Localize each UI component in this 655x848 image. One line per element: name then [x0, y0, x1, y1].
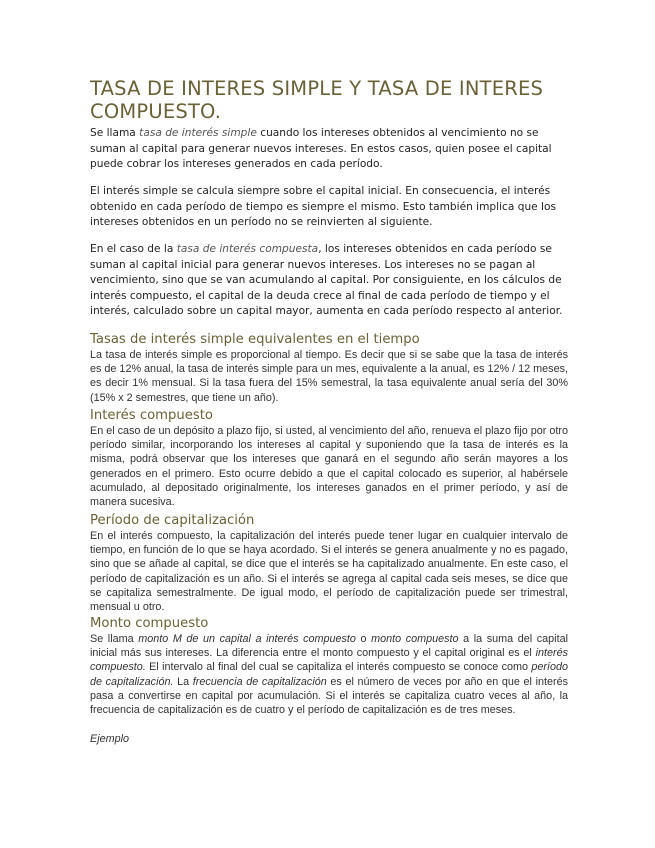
page-title: TASA DE INTERES SIMPLE Y TASA DE INTERES COMPUESTO. — [90, 77, 544, 123]
term-compound-amount-m: monto M de un capital a interés compuesto — [138, 633, 356, 645]
intro-text: cuando los intereses obtenidos al vencimiento no se suman al capital para generar nuevos intereses. En estos casos, quien posee el capital puede cobrar los intereses generados en cada período. — [90, 127, 552, 171]
intro-text: , los intereses obtenidos en cada período se suman al capital inicial para generar nuevos intereses. Los intereses no se pagan al vencimiento, sino que se van acumulando al capital. Por consiguiente, en los cálculos de interés compuesto, el capital de la deuda crece al final de cada período de tiempo y el interés, calculado sobre un capital mayor, aumenta en cada período respecto al anterior. — [90, 243, 563, 318]
term-compound-amount: monto compuesto — [371, 633, 459, 645]
body-text: La — [173, 675, 193, 688]
intro-paragraph-compound — [90, 242, 570, 320]
section-heading-equivalent-rates: Tasas de interés simple equivalentes en el tiempo — [90, 332, 420, 347]
example-label: Ejemplo — [90, 733, 130, 745]
intro-paragraph-simple — [90, 126, 570, 173]
term-capitalization-frequency: frecuencia de capitalización — [192, 675, 327, 688]
term-simple-interest: tasa de interés simple — [139, 127, 257, 139]
section-heading-capitalization-period: Período de capitalización — [90, 513, 255, 528]
section-body-equivalent-rates: La tasa de interés simple es proporcional al tiempo. Es decir que si se sabe que la tasa de interés es de 12% anual, la tasa de interés simple para un mes, equivalente a la anual, es 12% / 12 meses, es decir 1% mensual. Si la tasa fuera del 15% semestral, la tasa equivalente anual sería del 30% (15% x 2 semestres, que tiene un año). — [90, 349, 568, 404]
body-text: es el número de veces por año en que el interés pasa a convertirse en capital por acumulación. Si el interés se capitaliza cuatro veces al año, la frecuencia de capitalización es de cuatro y el período de capitalización es de tres meses. — [90, 675, 568, 717]
term-compound-interest: tasa de interés compuesta — [176, 243, 319, 255]
body-text: o — [355, 633, 372, 645]
section-heading-compound-amount: Monto compuesto — [90, 616, 209, 631]
section-body-capitalization-period: En el interés compuesto, la capitalización del interés puede tener lugar en cualquier intervalo de tiempo, en función de lo que se haya acordado. Si el interés se genera anualmente y no es pagado, sino que se añade al capital, se dice que el interés se ha capitalizado anualmente. En este caso, el período de capitalización es un año. Si el interés se agrega al capital cada seis meses, se dice que se capitaliza semestralmente. De igual modo, el período de capitalización puede ser trimestral, mensual u otro. — [90, 530, 568, 614]
body-text: a la suma del capital inicial más sus intereses. La diferencia entre el monto compuesto y el capital original es el — [90, 633, 568, 660]
intro-text: Se llama — [90, 127, 140, 139]
section-heading-compound-interest: Interés compuesto — [90, 408, 213, 423]
body-text: El intervalo al final del cual se capitaliza el interés compuesto se conoce como — [145, 661, 532, 674]
intro-paragraph-simple-calc: El interés simple se calcula siempre sobre el capital inicial. En consecuencia, el interés obtenido en cada período de tiempo es siempre el mismo. Esto también implica que los intereses obtenidos en un período no se reinvierten al siguiente. — [90, 185, 556, 229]
term-capitalization-period: período de capitalización. — [90, 661, 568, 688]
intro-text: En el caso de la — [90, 243, 177, 255]
section-body-compound-interest: En el caso de un depósito a plazo fijo, si usted, al vencimiento del año, renueva el plazo fijo por otro período similar, incorporando los intereses al capital y suponiendo que la tasa de interés es la misma, podrá observar que los intereses que ganará en el segundo año serán mayores a los generados en el primero. Esto ocurre debido a que el capital colocado es superior, al habérsele acumulado, al depositado originalmente, los intereses ganados en el primer período, y así de manera sucesiva. — [90, 425, 568, 509]
section-body-compound-amount — [90, 632, 568, 717]
body-text: Se llama — [90, 633, 139, 645]
term-compound-interest-def: interés compuesto. — [90, 647, 568, 674]
